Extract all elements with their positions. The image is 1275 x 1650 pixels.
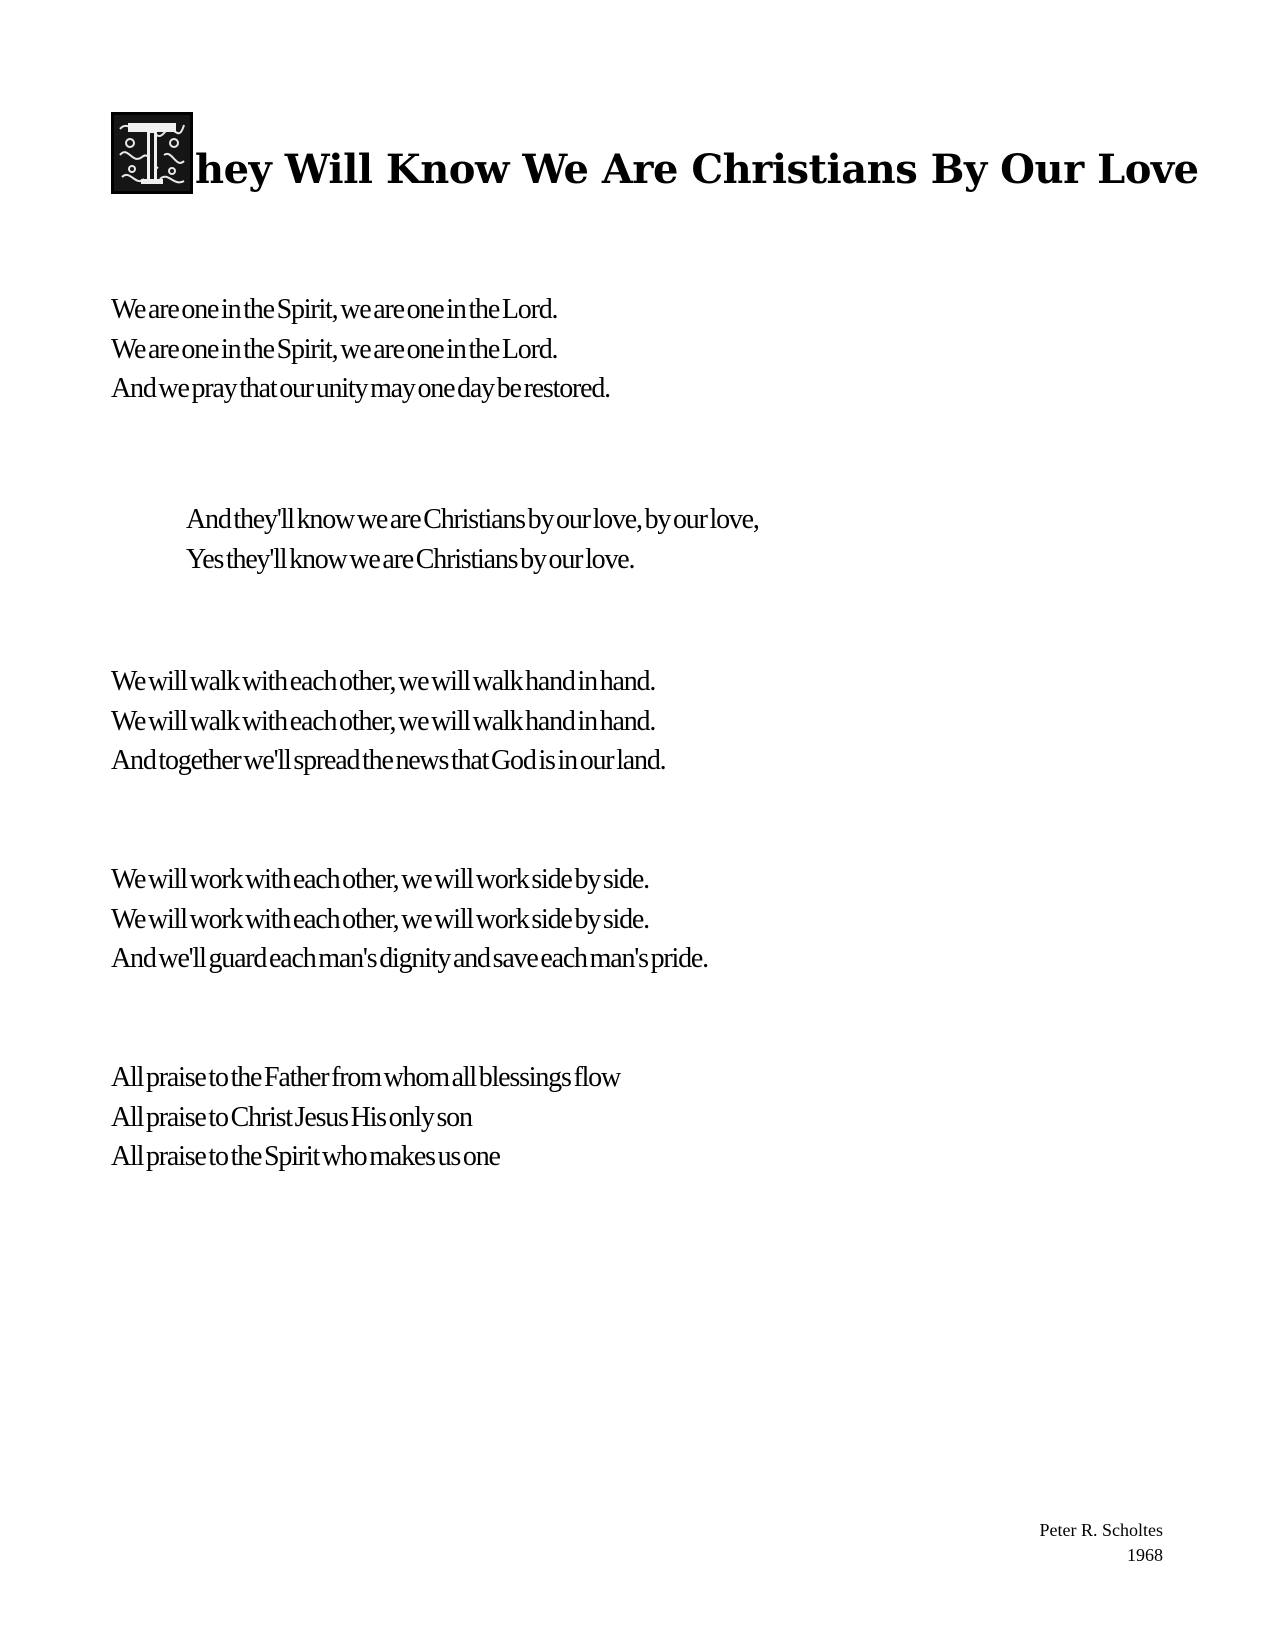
ornamental-drop-cap xyxy=(111,112,193,194)
year: 1968 xyxy=(1127,1545,1163,1565)
lyric-line: We will walk with each other, we will walk hand in hand. xyxy=(111,666,656,697)
verse-4 xyxy=(111,1058,620,1177)
lyric-line: And they'll know we are Christians by our love, by our love, xyxy=(186,504,759,535)
attribution xyxy=(1040,1518,1164,1568)
lyric-line: We are one in the Spirit, we are one in the Lord. xyxy=(111,294,558,325)
lyric-line: We will work with each other, we will work side by side. xyxy=(111,903,649,935)
lyric-line: We will work with each other, we will work side by side. xyxy=(111,864,649,895)
title-text: hey Will Know We Are Christians By Our Love xyxy=(195,146,1199,193)
song-title xyxy=(111,112,1199,194)
chorus xyxy=(186,500,759,579)
verse-2 xyxy=(111,662,665,781)
lyric-line: And we pray that our unity may one day be restored. xyxy=(111,373,610,404)
lyric-line: And together we'll spread the news that God is in our land. xyxy=(111,745,666,776)
lyric-line: We will walk with each other, we will walk hand in hand. xyxy=(111,705,656,737)
lyric-line: Yes they'll know we are Christians by our love. xyxy=(186,543,635,575)
lyric-line: We are one in the Spirit, we are one in the Lord. xyxy=(111,333,558,365)
lyric-line: And we'll guard each man's dignity and save each man's pride. xyxy=(111,943,708,974)
lyric-line: All praise to Christ Jesus His only son xyxy=(111,1101,472,1133)
lyric-line: All praise to the Father from whom all blessings flow xyxy=(111,1062,620,1093)
author-name: Peter R. Scholtes xyxy=(1039,1520,1163,1540)
verse-1 xyxy=(111,290,610,409)
lyric-line: All praise to the Spirit who makes us one xyxy=(111,1141,500,1172)
verse-3 xyxy=(111,860,708,979)
